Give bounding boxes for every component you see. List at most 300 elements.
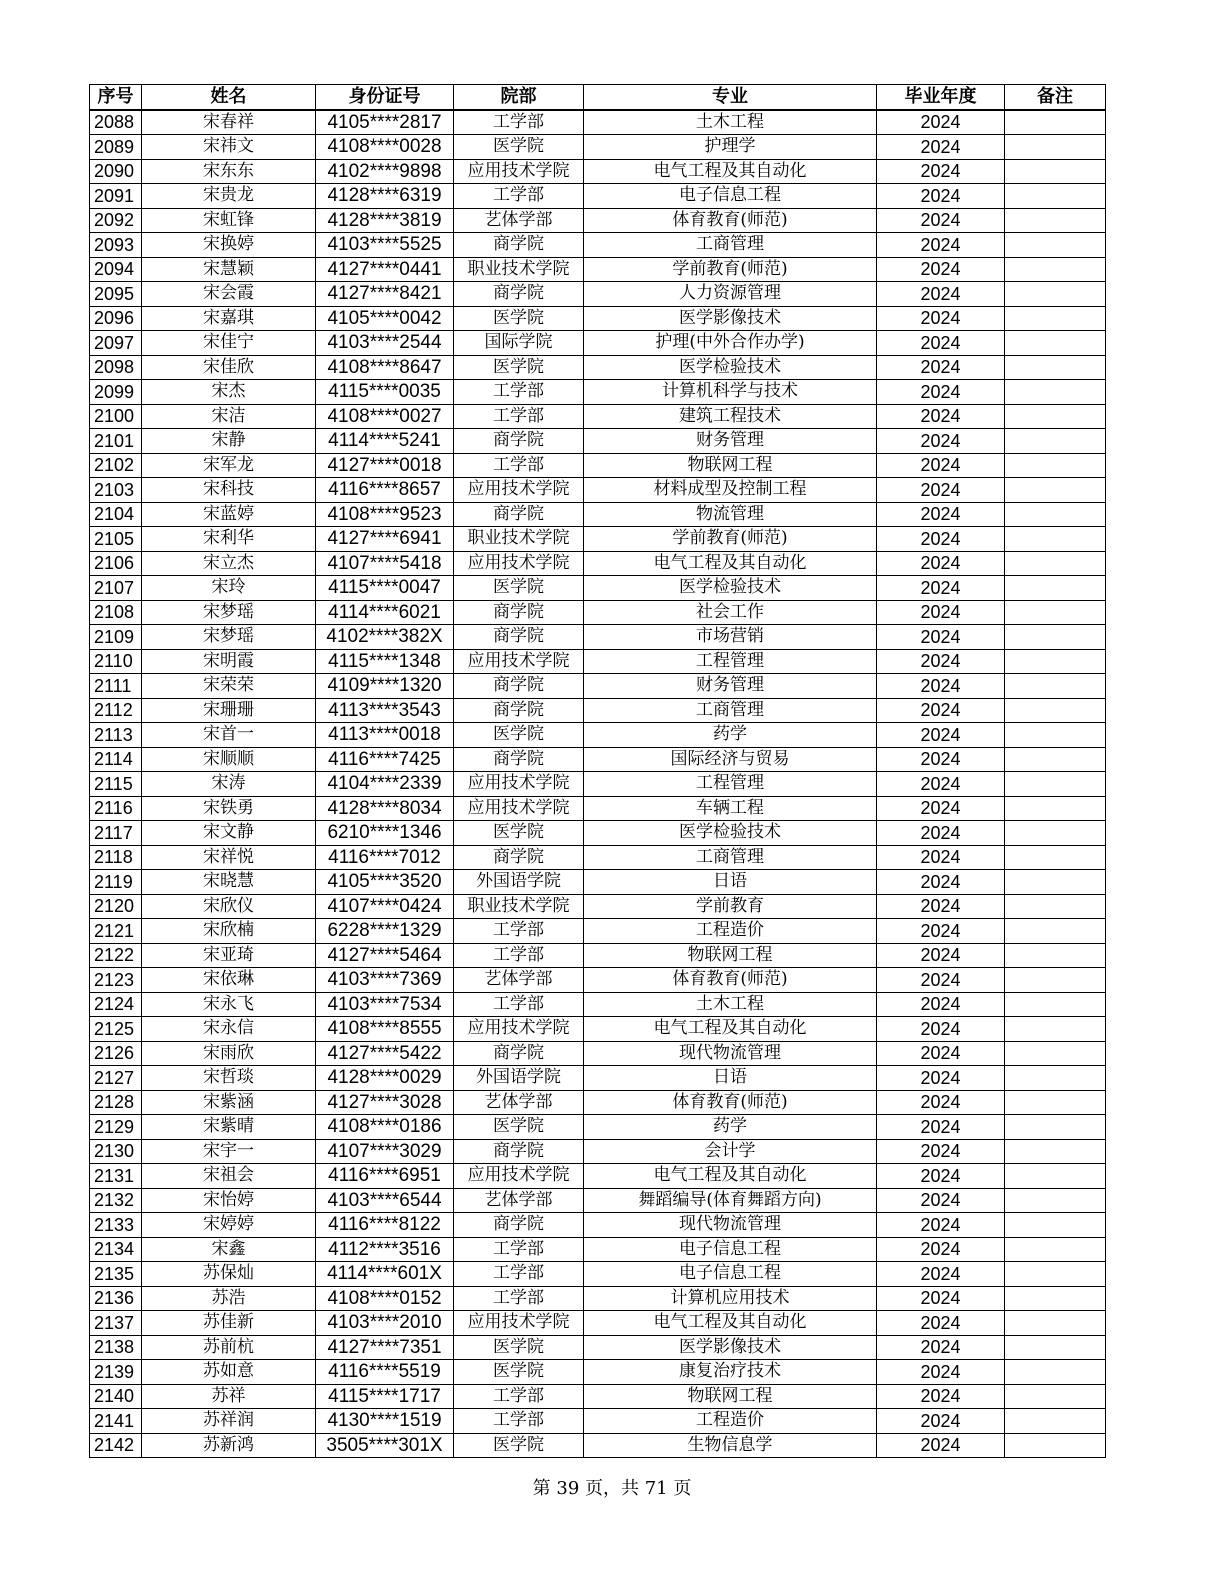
- cell-id-number: 4107****0424: [316, 894, 454, 919]
- cell-name: 苏保灿: [142, 1262, 316, 1287]
- cell-seq: 2101: [90, 429, 142, 454]
- cell-id-number: 4108****9523: [316, 502, 454, 527]
- cell-major: 车辆工程: [584, 796, 877, 821]
- cell-name: 苏前杭: [142, 1335, 316, 1360]
- cell-major: 工程造价: [584, 1409, 877, 1434]
- cell-department: 商学院: [454, 625, 584, 650]
- cell-remarks: [1005, 1066, 1106, 1091]
- cell-remarks: [1005, 502, 1106, 527]
- cell-name: 宋佳欣: [142, 355, 316, 380]
- cell-name: 苏祥润: [142, 1409, 316, 1434]
- cell-seq: 2094: [90, 257, 142, 282]
- header-name: 姓名: [142, 85, 316, 110]
- cell-major: 体育教育(师范): [584, 208, 877, 233]
- table-row: [90, 1188, 1106, 1213]
- cell-graduation-year: 2024: [877, 1090, 1005, 1115]
- cell-remarks: [1005, 674, 1106, 699]
- cell-name: 宋涛: [142, 772, 316, 797]
- cell-name: 宋玲: [142, 576, 316, 601]
- table-row: [90, 1041, 1106, 1066]
- cell-remarks: [1005, 1017, 1106, 1042]
- table-row: [90, 159, 1106, 184]
- cell-remarks: [1005, 159, 1106, 184]
- cell-major: 财务管理: [584, 429, 877, 454]
- cell-department: 应用技术学院: [454, 159, 584, 184]
- table-row: [90, 1017, 1106, 1042]
- table-row: [90, 1360, 1106, 1385]
- cell-graduation-year: 2024: [877, 257, 1005, 282]
- cell-id-number: 4108****8647: [316, 355, 454, 380]
- cell-remarks: [1005, 772, 1106, 797]
- table-row: [90, 404, 1106, 429]
- cell-graduation-year: 2024: [877, 1433, 1005, 1458]
- cell-name: 宋晓慧: [142, 870, 316, 895]
- cell-id-number: 4127****3028: [316, 1090, 454, 1115]
- cell-department: 职业技术学院: [454, 257, 584, 282]
- cell-department: 应用技术学院: [454, 1164, 584, 1189]
- cell-seq: 2115: [90, 772, 142, 797]
- cell-major: 电子信息工程: [584, 1237, 877, 1262]
- cell-id-number: 4103****2544: [316, 331, 454, 356]
- cell-remarks: [1005, 331, 1106, 356]
- cell-major: 医学影像技术: [584, 306, 877, 331]
- cell-major: 物联网工程: [584, 943, 877, 968]
- table-row: [90, 1066, 1106, 1091]
- cell-department: 商学院: [454, 674, 584, 699]
- cell-name: 宋欣楠: [142, 919, 316, 944]
- cell-name: 宋雨欣: [142, 1041, 316, 1066]
- cell-major: 学前教育: [584, 894, 877, 919]
- cell-department: 商学院: [454, 845, 584, 870]
- cell-id-number: 4127****5422: [316, 1041, 454, 1066]
- cell-seq: 2118: [90, 845, 142, 870]
- cell-name: 宋换婷: [142, 233, 316, 258]
- cell-major: 工商管理: [584, 698, 877, 723]
- table-row: [90, 502, 1106, 527]
- cell-seq: 2140: [90, 1384, 142, 1409]
- cell-id-number: 4105****0042: [316, 306, 454, 331]
- cell-major: 电气工程及其自动化: [584, 1164, 877, 1189]
- cell-remarks: [1005, 600, 1106, 625]
- cell-major: 社会工作: [584, 600, 877, 625]
- cell-id-number: 3505****301X: [316, 1433, 454, 1458]
- cell-major: 医学检验技术: [584, 576, 877, 601]
- cell-graduation-year: 2024: [877, 429, 1005, 454]
- cell-major: 工商管理: [584, 233, 877, 258]
- table-row: [90, 282, 1106, 307]
- cell-department: 医学院: [454, 1335, 584, 1360]
- cell-seq: 2120: [90, 894, 142, 919]
- cell-major: 医学影像技术: [584, 1335, 877, 1360]
- table-header: [90, 85, 1106, 110]
- cell-graduation-year: 2024: [877, 1286, 1005, 1311]
- cell-name: 苏新鸿: [142, 1433, 316, 1458]
- cell-remarks: [1005, 992, 1106, 1017]
- cell-id-number: 4127****6941: [316, 527, 454, 552]
- table-row: [90, 1139, 1106, 1164]
- cell-major: 工程造价: [584, 919, 877, 944]
- cell-id-number: 4114****601X: [316, 1262, 454, 1287]
- cell-seq: 2091: [90, 184, 142, 209]
- cell-department: 工学部: [454, 1237, 584, 1262]
- table-row: [90, 135, 1106, 160]
- cell-remarks: [1005, 282, 1106, 307]
- cell-remarks: [1005, 404, 1106, 429]
- table-row: [90, 674, 1106, 699]
- cell-major: 舞蹈编导(体育舞蹈方向): [584, 1188, 877, 1213]
- cell-graduation-year: 2024: [877, 1311, 1005, 1336]
- cell-major: 电子信息工程: [584, 184, 877, 209]
- cell-major: 国际经济与贸易: [584, 747, 877, 772]
- cell-major: 计算机应用技术: [584, 1286, 877, 1311]
- cell-graduation-year: 2024: [877, 992, 1005, 1017]
- cell-graduation-year: 2024: [877, 1237, 1005, 1262]
- table-row: [90, 1409, 1106, 1434]
- cell-name: 宋婷婷: [142, 1213, 316, 1238]
- table-row: [90, 992, 1106, 1017]
- table-row: [90, 184, 1106, 209]
- cell-seq: 2126: [90, 1041, 142, 1066]
- cell-graduation-year: 2024: [877, 625, 1005, 650]
- cell-major: 药学: [584, 723, 877, 748]
- cell-major: 电子信息工程: [584, 1262, 877, 1287]
- cell-seq: 2128: [90, 1090, 142, 1115]
- table-row: [90, 380, 1106, 405]
- cell-major: 物联网工程: [584, 453, 877, 478]
- cell-graduation-year: 2024: [877, 1188, 1005, 1213]
- cell-department: 工学部: [454, 110, 584, 135]
- table-row: [90, 1237, 1106, 1262]
- cell-seq: 2139: [90, 1360, 142, 1385]
- cell-major: 人力资源管理: [584, 282, 877, 307]
- cell-seq: 2109: [90, 625, 142, 650]
- cell-major: 康复治疗技术: [584, 1360, 877, 1385]
- cell-graduation-year: 2024: [877, 1360, 1005, 1385]
- cell-id-number: 4116****8657: [316, 478, 454, 503]
- cell-id-number: 4127****0441: [316, 257, 454, 282]
- cell-graduation-year: 2024: [877, 110, 1005, 135]
- cell-seq: 2129: [90, 1115, 142, 1140]
- cell-graduation-year: 2024: [877, 698, 1005, 723]
- cell-name: 宋铁勇: [142, 796, 316, 821]
- cell-name: 宋亚琦: [142, 943, 316, 968]
- cell-name: 苏祥: [142, 1384, 316, 1409]
- table-row: [90, 1213, 1106, 1238]
- cell-graduation-year: 2024: [877, 233, 1005, 258]
- cell-name: 宋科技: [142, 478, 316, 503]
- cell-seq: 2116: [90, 796, 142, 821]
- header-graduation-year: 毕业年度: [877, 85, 1005, 110]
- cell-name: 宋文静: [142, 821, 316, 846]
- cell-id-number: 4130****1519: [316, 1409, 454, 1434]
- cell-department: 商学院: [454, 502, 584, 527]
- cell-remarks: [1005, 208, 1106, 233]
- cell-remarks: [1005, 527, 1106, 552]
- cell-department: 医学院: [454, 821, 584, 846]
- cell-name: 宋紫涵: [142, 1090, 316, 1115]
- cell-seq: 2138: [90, 1335, 142, 1360]
- cell-major: 工程管理: [584, 772, 877, 797]
- cell-name: 宋会霞: [142, 282, 316, 307]
- cell-seq: 2131: [90, 1164, 142, 1189]
- cell-remarks: [1005, 698, 1106, 723]
- cell-seq: 2098: [90, 355, 142, 380]
- cell-major: 电气工程及其自动化: [584, 159, 877, 184]
- cell-name: 宋首一: [142, 723, 316, 748]
- cell-name: 宋立杰: [142, 551, 316, 576]
- cell-seq: 2117: [90, 821, 142, 846]
- cell-seq: 2142: [90, 1433, 142, 1458]
- cell-major: 工商管理: [584, 845, 877, 870]
- cell-remarks: [1005, 796, 1106, 821]
- page-number-footer: 第 39 页，共 71 页: [532, 1478, 692, 1499]
- cell-major: 建筑工程技术: [584, 404, 877, 429]
- cell-seq: 2100: [90, 404, 142, 429]
- cell-department: 商学院: [454, 282, 584, 307]
- cell-graduation-year: 2024: [877, 159, 1005, 184]
- cell-name: 宋宇一: [142, 1139, 316, 1164]
- cell-department: 应用技术学院: [454, 478, 584, 503]
- cell-id-number: 4128****3819: [316, 208, 454, 233]
- cell-major: 护理学: [584, 135, 877, 160]
- cell-graduation-year: 2024: [877, 1017, 1005, 1042]
- cell-name: 宋欣仪: [142, 894, 316, 919]
- cell-department: 工学部: [454, 453, 584, 478]
- cell-major: 护理(中外合作办学): [584, 331, 877, 356]
- table-row: [90, 257, 1106, 282]
- table-row: [90, 355, 1106, 380]
- cell-id-number: 4114****6021: [316, 600, 454, 625]
- table-row: [90, 1384, 1106, 1409]
- cell-name: 宋嘉琪: [142, 306, 316, 331]
- cell-name: 宋贵龙: [142, 184, 316, 209]
- cell-id-number: 4108****0027: [316, 404, 454, 429]
- cell-graduation-year: 2024: [877, 1384, 1005, 1409]
- cell-remarks: [1005, 1213, 1106, 1238]
- header-major: 专业: [584, 85, 877, 110]
- cell-department: 商学院: [454, 233, 584, 258]
- cell-graduation-year: 2024: [877, 674, 1005, 699]
- cell-seq: 2110: [90, 649, 142, 674]
- cell-id-number: 4128****8034: [316, 796, 454, 821]
- cell-department: 商学院: [454, 747, 584, 772]
- cell-remarks: [1005, 1041, 1106, 1066]
- cell-seq: 2106: [90, 551, 142, 576]
- cell-id-number: 4116****8122: [316, 1213, 454, 1238]
- cell-seq: 2107: [90, 576, 142, 601]
- cell-seq: 2135: [90, 1262, 142, 1287]
- cell-id-number: 4115****0047: [316, 576, 454, 601]
- table-row: [90, 208, 1106, 233]
- cell-graduation-year: 2024: [877, 1213, 1005, 1238]
- cell-id-number: 4127****8421: [316, 282, 454, 307]
- cell-id-number: 4107****3029: [316, 1139, 454, 1164]
- cell-id-number: 4103****5525: [316, 233, 454, 258]
- cell-graduation-year: 2024: [877, 1409, 1005, 1434]
- cell-name: 宋蓝婷: [142, 502, 316, 527]
- cell-graduation-year: 2024: [877, 600, 1005, 625]
- cell-graduation-year: 2024: [877, 1335, 1005, 1360]
- cell-name: 宋永信: [142, 1017, 316, 1042]
- cell-seq: 2112: [90, 698, 142, 723]
- cell-seq: 2108: [90, 600, 142, 625]
- cell-graduation-year: 2024: [877, 1066, 1005, 1091]
- cell-department: 医学院: [454, 723, 584, 748]
- cell-major: 物联网工程: [584, 1384, 877, 1409]
- cell-name: 宋东东: [142, 159, 316, 184]
- cell-name: 宋永飞: [142, 992, 316, 1017]
- cell-major: 药学: [584, 1115, 877, 1140]
- cell-department: 艺体学部: [454, 968, 584, 993]
- cell-major: 现代物流管理: [584, 1041, 877, 1066]
- cell-seq: 2123: [90, 968, 142, 993]
- cell-seq: 2137: [90, 1311, 142, 1336]
- cell-id-number: 4109****1320: [316, 674, 454, 699]
- cell-id-number: 4116****7425: [316, 747, 454, 772]
- cell-major: 电气工程及其自动化: [584, 1311, 877, 1336]
- cell-graduation-year: 2024: [877, 208, 1005, 233]
- cell-id-number: 4116****7012: [316, 845, 454, 870]
- table-row: [90, 551, 1106, 576]
- cell-department: 工学部: [454, 404, 584, 429]
- cell-seq: 2092: [90, 208, 142, 233]
- cell-name: 宋荣荣: [142, 674, 316, 699]
- cell-name: 宋祥悦: [142, 845, 316, 870]
- cell-department: 工学部: [454, 919, 584, 944]
- cell-seq: 2133: [90, 1213, 142, 1238]
- cell-department: 外国语学院: [454, 1066, 584, 1091]
- cell-graduation-year: 2024: [877, 1262, 1005, 1287]
- cell-name: 宋祎文: [142, 135, 316, 160]
- cell-remarks: [1005, 453, 1106, 478]
- cell-major: 日语: [584, 1066, 877, 1091]
- cell-seq: 2125: [90, 1017, 142, 1042]
- cell-remarks: [1005, 135, 1106, 160]
- cell-major: 物流管理: [584, 502, 877, 527]
- cell-department: 工学部: [454, 1286, 584, 1311]
- cell-major: 体育教育(师范): [584, 968, 877, 993]
- cell-seq: 2088: [90, 110, 142, 135]
- cell-name: 宋静: [142, 429, 316, 454]
- cell-remarks: [1005, 723, 1106, 748]
- cell-graduation-year: 2024: [877, 821, 1005, 846]
- cell-remarks: [1005, 1311, 1106, 1336]
- cell-department: 应用技术学院: [454, 649, 584, 674]
- cell-graduation-year: 2024: [877, 478, 1005, 503]
- cell-seq: 2141: [90, 1409, 142, 1434]
- cell-id-number: 4113****0018: [316, 723, 454, 748]
- cell-graduation-year: 2024: [877, 894, 1005, 919]
- table-row: [90, 796, 1106, 821]
- cell-remarks: [1005, 1409, 1106, 1434]
- cell-remarks: [1005, 355, 1106, 380]
- cell-graduation-year: 2024: [877, 135, 1005, 160]
- cell-name: 宋春祥: [142, 110, 316, 135]
- table-row: [90, 1115, 1106, 1140]
- cell-major: 日语: [584, 870, 877, 895]
- cell-department: 应用技术学院: [454, 772, 584, 797]
- cell-id-number: 4105****3520: [316, 870, 454, 895]
- cell-department: 艺体学部: [454, 1188, 584, 1213]
- cell-department: 工学部: [454, 1262, 584, 1287]
- cell-major: 财务管理: [584, 674, 877, 699]
- cell-department: 应用技术学院: [454, 1017, 584, 1042]
- cell-remarks: [1005, 184, 1106, 209]
- cell-department: 工学部: [454, 1384, 584, 1409]
- table-row: [90, 649, 1106, 674]
- table-row: [90, 894, 1106, 919]
- cell-major: 土木工程: [584, 992, 877, 1017]
- cell-seq: 2097: [90, 331, 142, 356]
- cell-department: 医学院: [454, 1360, 584, 1385]
- cell-seq: 2103: [90, 478, 142, 503]
- cell-id-number: 4127****5464: [316, 943, 454, 968]
- cell-department: 外国语学院: [454, 870, 584, 895]
- cell-graduation-year: 2024: [877, 968, 1005, 993]
- header-department: 院部: [454, 85, 584, 110]
- header-seq: 序号: [90, 85, 142, 110]
- cell-id-number: 4128****0029: [316, 1066, 454, 1091]
- table-row: [90, 747, 1106, 772]
- cell-name: 宋梦瑶: [142, 625, 316, 650]
- cell-department: 艺体学部: [454, 208, 584, 233]
- cell-graduation-year: 2024: [877, 355, 1005, 380]
- cell-name: 宋梦瑶: [142, 600, 316, 625]
- cell-major: 电气工程及其自动化: [584, 1017, 877, 1042]
- cell-department: 医学院: [454, 576, 584, 601]
- cell-remarks: [1005, 1090, 1106, 1115]
- cell-remarks: [1005, 943, 1106, 968]
- cell-major: 土木工程: [584, 110, 877, 135]
- cell-id-number: 4115****1348: [316, 649, 454, 674]
- cell-id-number: 4108****0028: [316, 135, 454, 160]
- cell-major: 体育教育(师范): [584, 1090, 877, 1115]
- cell-remarks: [1005, 429, 1106, 454]
- cell-id-number: 4103****2010: [316, 1311, 454, 1336]
- cell-graduation-year: 2024: [877, 919, 1005, 944]
- cell-remarks: [1005, 625, 1106, 650]
- cell-seq: 2119: [90, 870, 142, 895]
- table-row: [90, 429, 1106, 454]
- cell-department: 应用技术学院: [454, 551, 584, 576]
- cell-department: 医学院: [454, 1433, 584, 1458]
- cell-seq: 2102: [90, 453, 142, 478]
- cell-remarks: [1005, 1286, 1106, 1311]
- cell-id-number: 4115****1717: [316, 1384, 454, 1409]
- cell-name: 宋杰: [142, 380, 316, 405]
- cell-graduation-year: 2024: [877, 772, 1005, 797]
- table-body: [90, 110, 1106, 1458]
- table-row: [90, 1286, 1106, 1311]
- table-row: [90, 625, 1106, 650]
- cell-graduation-year: 2024: [877, 1139, 1005, 1164]
- table-row: [90, 1090, 1106, 1115]
- table-row: [90, 1433, 1106, 1458]
- table-row: [90, 331, 1106, 356]
- cell-department: 商学院: [454, 600, 584, 625]
- cell-department: 职业技术学院: [454, 894, 584, 919]
- cell-name: 苏浩: [142, 1286, 316, 1311]
- table-row: [90, 527, 1106, 552]
- table-row: [90, 1164, 1106, 1189]
- cell-graduation-year: 2024: [877, 527, 1005, 552]
- table-row: [90, 698, 1106, 723]
- table-row: [90, 845, 1106, 870]
- cell-graduation-year: 2024: [877, 502, 1005, 527]
- table-row: [90, 968, 1106, 993]
- cell-department: 应用技术学院: [454, 796, 584, 821]
- cell-graduation-year: 2024: [877, 380, 1005, 405]
